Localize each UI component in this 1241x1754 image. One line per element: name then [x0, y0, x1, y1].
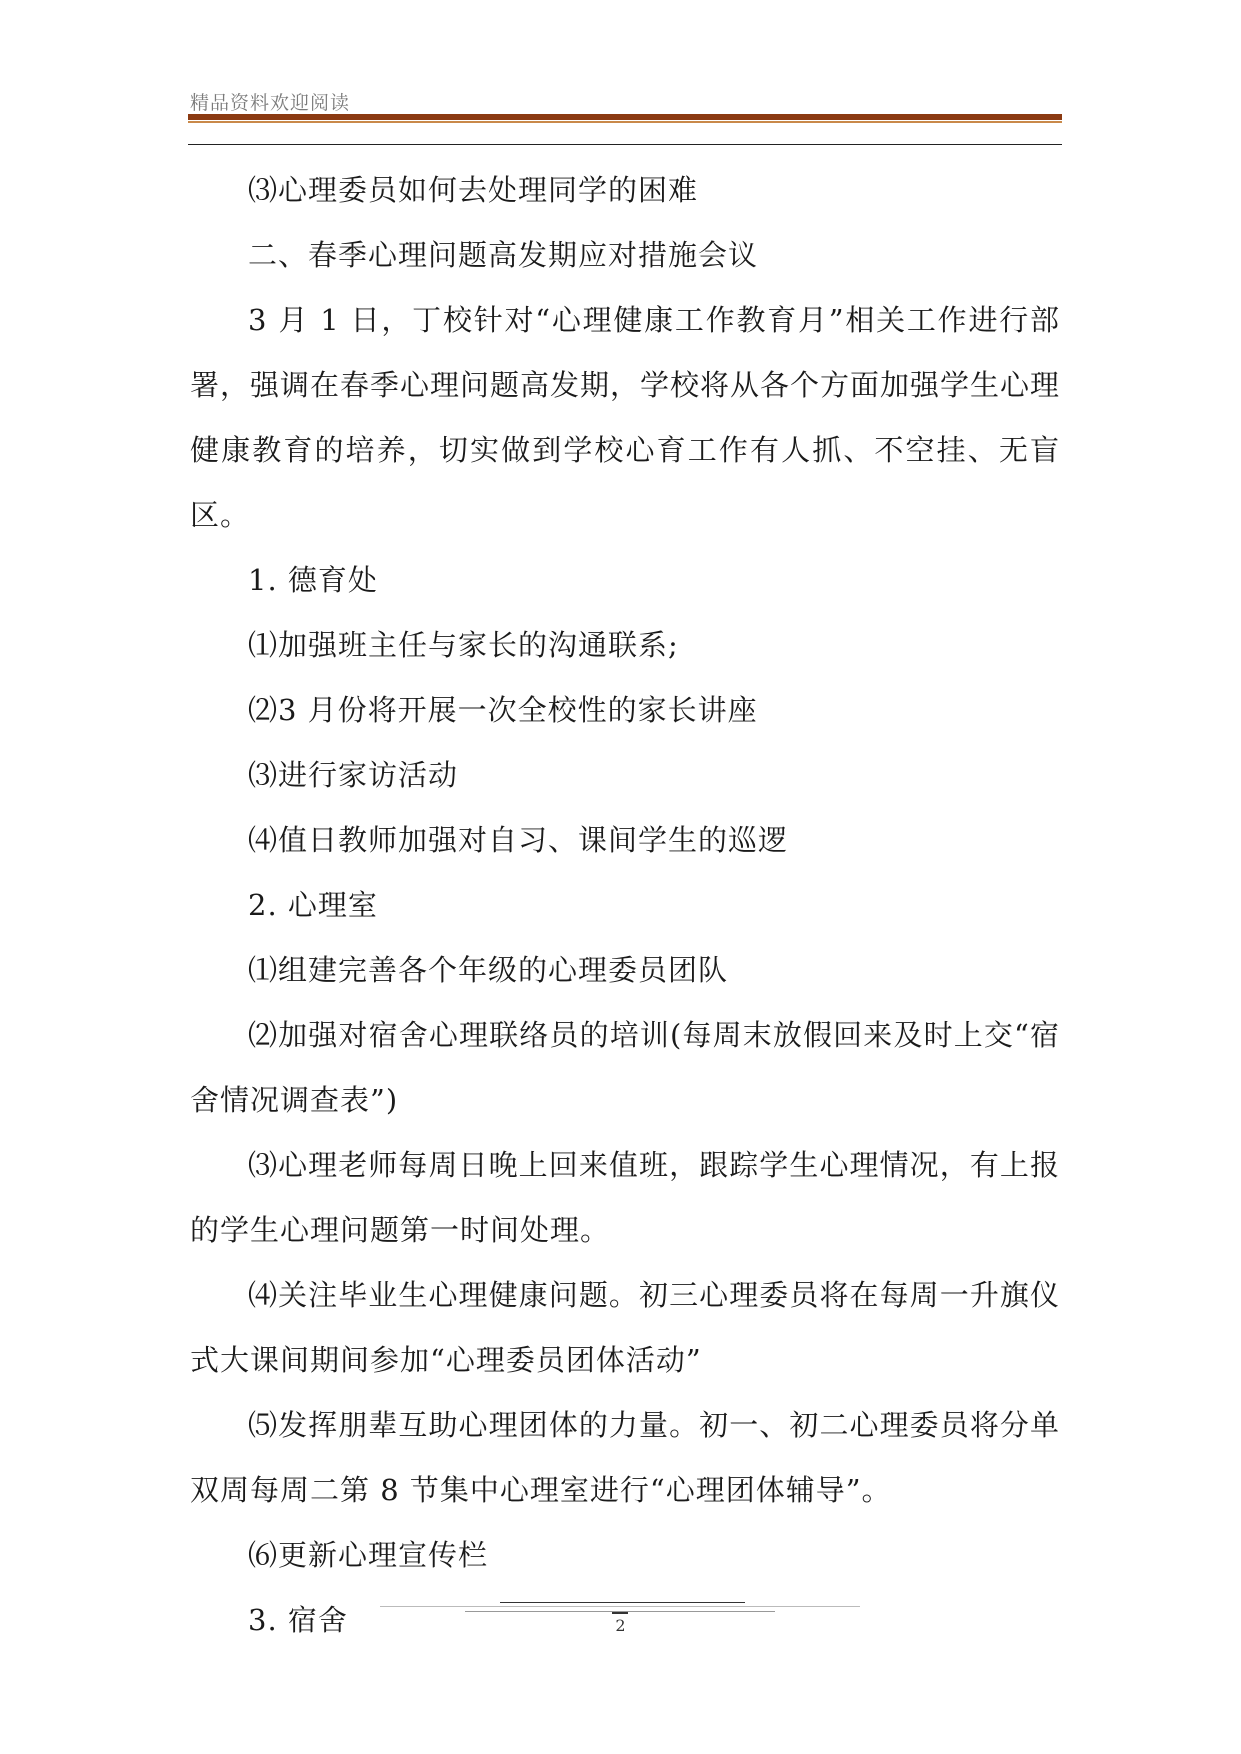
- page-number: 2: [615, 1616, 626, 1635]
- subsection-heading: 3. 宿舍: [248, 1603, 348, 1637]
- paragraph: ⑶心理委员如何去处理同学的困难: [248, 173, 699, 207]
- list-item: ⑶进行家访活动: [248, 758, 459, 792]
- header-rule-mid: [188, 121, 1062, 123]
- document-body: [190, 158, 1060, 1653]
- subsection-heading: 1. 德育处: [248, 563, 378, 597]
- footer-rule: [500, 1602, 745, 1603]
- list-item: ⑴加强班主任与家长的沟通联系;: [248, 628, 679, 662]
- list-item: ⑸发挥朋辈互助心理团体的力量。初一、初二心理委员将分单双周每周二第 8 节集中心理室进行“心理团体辅导”。: [190, 1408, 1060, 1507]
- list-item: ⑹更新心理宣传栏: [248, 1538, 489, 1572]
- list-item: ⑵3 月份将开展一次全校性的家长讲座: [248, 693, 758, 727]
- paragraph: 3 月 1 日，丁校针对“心理健康工作教育月”相关工作进行部署，强调在春季心理问题高发期，学校将从各个方面加强学生心理健康教育的培养，切实做到学校心育工作有人抓、不空挂、无盲区。: [190, 303, 1061, 532]
- list-item: ⑷值日教师加强对自习、课间学生的巡逻: [248, 823, 789, 857]
- list-item: ⑷关注毕业生心理健康问题。初三心理委员将在每周一升旗仪式大课间期间参加“心理委员团体活动”: [190, 1278, 1060, 1377]
- header-rule-thick: [188, 114, 1062, 120]
- list-item: ⑶心理老师每周日晚上回来值班，跟踪学生心理情况，有上报的学生心理问题第一时间处理。: [190, 1148, 1060, 1247]
- list-item: ⑴组建完善各个年级的心理委员团队: [248, 953, 729, 987]
- header-text: 精品资料欢迎阅读: [190, 92, 351, 114]
- list-item: ⑵加强对宿舍心理联络员的培训(每周末放假回来及时上交“宿舍情况调查表”): [190, 1018, 1060, 1117]
- section-heading: 二、春季心理问题高发期应对措施会议: [248, 238, 759, 272]
- subsection-heading: 2. 心理室: [248, 888, 378, 922]
- header-rule-thin: [188, 144, 1062, 145]
- footer-rule: [380, 1606, 860, 1607]
- footer-mark: [612, 1612, 628, 1614]
